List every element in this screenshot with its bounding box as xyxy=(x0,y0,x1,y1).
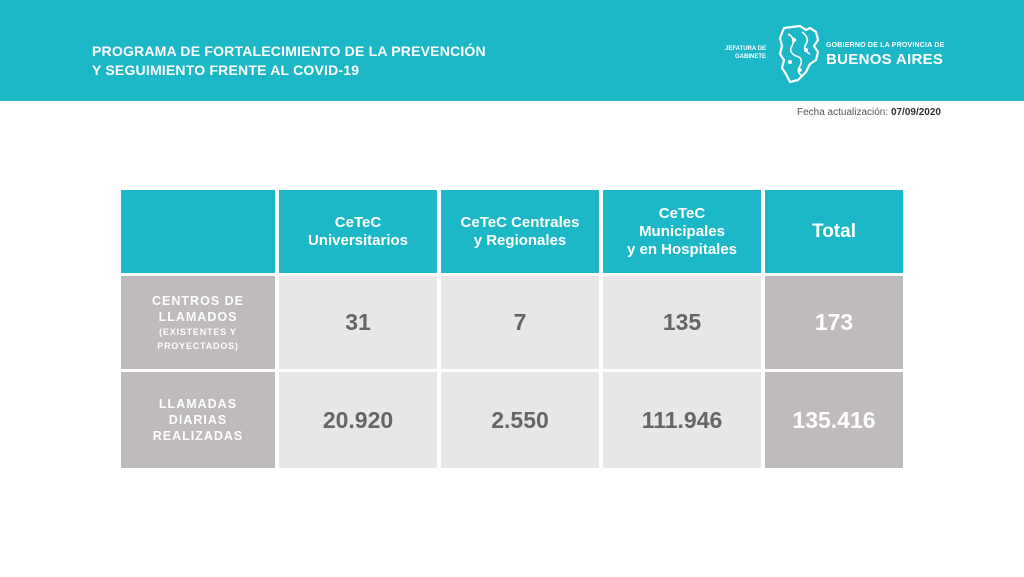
row2-label-line2: DIARIAS xyxy=(168,413,228,427)
logo-government-text: GOBIERNO DE LA PROVINCIA DE xyxy=(826,42,945,49)
logo-department xyxy=(720,45,766,61)
col1-line2: Universitarios xyxy=(307,231,409,249)
col3-line2: Municipales xyxy=(639,222,725,240)
data-table xyxy=(121,190,903,468)
col1-line1: CeTeC xyxy=(334,213,382,231)
title-line-2: Y SEGUIMIENTO FRENTE AL COVID-19 xyxy=(92,62,360,78)
header-corner xyxy=(121,190,275,273)
col2-line2: y Regionales xyxy=(473,231,567,249)
update-label: Fecha actualización: xyxy=(796,107,889,118)
update-value: 07/09/2020 xyxy=(890,107,941,118)
row2-label-line1: LLAMADAS xyxy=(158,397,238,411)
logo-dept-line-2: GABINETE xyxy=(734,54,766,60)
page-header xyxy=(0,0,1024,101)
value-centros-municipales: 135 xyxy=(603,276,761,369)
row1-label-sub1: (EXISTENTES Y xyxy=(159,326,237,337)
value-llamadas-universitarios: 20.920 xyxy=(279,372,437,468)
col4-line1: Total xyxy=(812,220,856,242)
row-label-centros xyxy=(121,276,275,369)
column-header-centrales xyxy=(441,190,599,273)
logo-city-text: BUENOS AIRES xyxy=(826,51,944,68)
province-map-icon xyxy=(776,24,822,84)
col3-line3: y en Hospitales xyxy=(626,240,738,258)
title-line-1: PROGRAMA DE FORTALECIMIENTO DE LA PREVENCIÓN xyxy=(92,43,486,59)
col2-line1: CeTeC Centrales xyxy=(460,213,580,231)
value-centros-universitarios: 31 xyxy=(279,276,437,369)
row1-label-line2: LLAMADOS xyxy=(158,309,238,324)
value-centros-centrales: 7 xyxy=(441,276,599,369)
column-header-universitarios xyxy=(279,190,437,273)
page-title xyxy=(92,42,486,80)
value-centros-total: 173 xyxy=(765,276,903,369)
value-llamadas-municipales: 111.946 xyxy=(603,372,761,468)
column-header-municipales xyxy=(603,190,761,273)
col3-line1: CeTeC xyxy=(658,204,706,222)
row1-label-line1: CENTROS DE xyxy=(152,293,244,308)
value-llamadas-total: 135.416 xyxy=(765,372,903,468)
value-llamadas-centrales: 2.550 xyxy=(441,372,599,468)
row2-label-line3: REALIZADAS xyxy=(152,429,244,443)
update-date xyxy=(797,107,941,118)
government-logo xyxy=(720,24,950,84)
logo-dept-line-1: JEFATURA DE xyxy=(724,46,766,52)
row1-label-sub2: PROYECTADOS) xyxy=(157,340,239,351)
column-header-total xyxy=(765,190,903,273)
row-label-llamadas xyxy=(121,372,275,468)
